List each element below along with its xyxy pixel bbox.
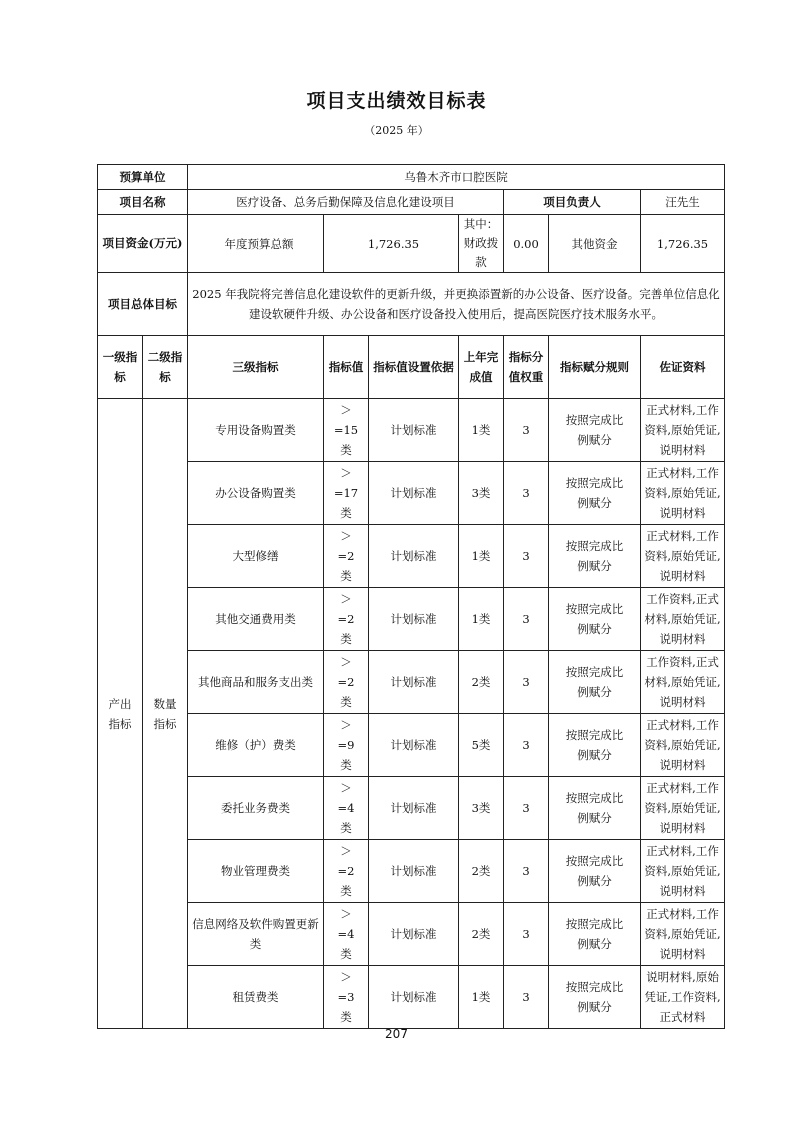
fiscal-allocation-value: 0.00 [504,215,549,273]
indicator-weight: 3 [504,714,549,777]
indicator-weight: 3 [504,651,549,714]
level1-indicator: 产出指标 [98,399,143,1029]
last-year-value: 2类 [459,903,504,966]
last-year-value: 1类 [459,399,504,462]
indicator-name: 租赁费类 [188,966,324,1029]
col-level1-header: 一级指标 [98,336,143,399]
indicator-basis: 计划标准 [369,651,459,714]
last-year-value: 3类 [459,777,504,840]
indicator-value: ＞=2类 [324,651,369,714]
indicator-value: ＞=2类 [324,525,369,588]
evidence-materials: 说明材料,原始凭证,工作资料,正式材料 [641,966,725,1029]
indicator-name: 委托业务费类 [188,777,324,840]
last-year-value: 2类 [459,840,504,903]
col-basis-header: 指标值设置依据 [369,336,459,399]
indicator-basis: 计划标准 [369,840,459,903]
project-leader-value: 汪先生 [641,190,725,215]
col-level2-header: 二级指标 [143,336,188,399]
project-name-label: 项目名称 [98,190,188,215]
table-row [98,399,725,462]
table-row [98,840,725,903]
evidence-materials: 工作资料,正式材料,原始凭证,说明材料 [641,651,725,714]
performance-target-table [97,164,725,1029]
indicator-name: 专用设备购置类 [188,399,324,462]
evidence-materials: 正式材料,工作资料,原始凭证,说明材料 [641,777,725,840]
indicator-value: ＞=15类 [324,399,369,462]
evidence-materials: 工作资料,正式材料,原始凭证,说明材料 [641,588,725,651]
overall-goal-text: 2025 年我院将完善信息化建设软件的更新升级，并更换添置新的办公设备、医疗设备。完善单位信息化建设软硬件升级、办公设备和医疗设备投入使用后，提高医院医疗技术服务水平。 [188,273,725,336]
indicator-basis: 计划标准 [369,903,459,966]
indicator-weight: 3 [504,966,549,1029]
project-name-value: 医疗设备、总务后勤保障及信息化建设项目 [188,190,504,215]
indicator-weight: 3 [504,903,549,966]
annual-total-label: 年度预算总额 [188,215,324,273]
last-year-value: 1类 [459,588,504,651]
indicator-name: 其他商品和服务支出类 [188,651,324,714]
level2-indicator: 数量指标 [143,399,188,1029]
scoring-rule: 按照完成比例赋分 [549,399,641,462]
scoring-rule: 按照完成比例赋分 [549,462,641,525]
last-year-value: 1类 [459,966,504,1029]
col-weight-header: 指标分值权重 [504,336,549,399]
table-row [98,651,725,714]
scoring-rule: 按照完成比例赋分 [549,714,641,777]
indicator-basis: 计划标准 [369,462,459,525]
col-evidence-header: 佐证资料 [641,336,725,399]
evidence-materials: 正式材料,工作资料,原始凭证,说明材料 [641,462,725,525]
indicator-name: 维修（护）费类 [188,714,324,777]
project-funds-label: 项目资金(万元) [98,215,188,273]
indicator-basis: 计划标准 [369,714,459,777]
indicator-value: ＞=2类 [324,840,369,903]
indicator-basis: 计划标准 [369,777,459,840]
scoring-rule: 按照完成比例赋分 [549,588,641,651]
indicator-value: ＞=9类 [324,714,369,777]
evidence-materials: 正式材料,工作资料,原始凭证,说明材料 [641,525,725,588]
indicator-name: 办公设备购置类 [188,462,324,525]
col-value-header: 指标值 [324,336,369,399]
last-year-value: 3类 [459,462,504,525]
indicator-weight: 3 [504,777,549,840]
indicator-value: ＞=3类 [324,966,369,1029]
indicator-name: 其他交通费用类 [188,588,324,651]
scoring-rule: 按照完成比例赋分 [549,840,641,903]
table-row [98,903,725,966]
scoring-rule: 按照完成比例赋分 [549,651,641,714]
indicator-weight: 3 [504,399,549,462]
scoring-rule: 按照完成比例赋分 [549,903,641,966]
page-number: 207 [385,1027,408,1041]
evidence-materials: 正式材料,工作资料,原始凭证,说明材料 [641,714,725,777]
last-year-value: 1类 [459,525,504,588]
table-row [98,462,725,525]
indicator-value: ＞=4类 [324,903,369,966]
indicator-value: ＞=17类 [324,462,369,525]
other-funds-label: 其他资金 [549,215,641,273]
budget-unit-label: 预算单位 [98,165,188,190]
indicator-weight: 3 [504,840,549,903]
table-row [98,714,725,777]
annual-total-value: 1,726.35 [324,215,459,273]
scoring-rule: 按照完成比例赋分 [549,525,641,588]
indicator-basis: 计划标准 [369,525,459,588]
evidence-materials: 正式材料,工作资料,原始凭证,说明材料 [641,840,725,903]
indicator-basis: 计划标准 [369,588,459,651]
fiscal-allocation-label: 其中：财政拨款 [459,215,504,273]
indicator-name: 物业管理费类 [188,840,324,903]
table-row [98,525,725,588]
other-funds-value: 1,726.35 [641,215,725,273]
project-leader-label: 项目负责人 [504,190,641,215]
document-year: （2025 年） [364,124,429,137]
col-last-year-header: 上年完成值 [459,336,504,399]
evidence-materials: 正式材料,工作资料,原始凭证,说明材料 [641,399,725,462]
col-rule-header: 指标赋分规则 [549,336,641,399]
indicator-value: ＞=2类 [324,588,369,651]
indicator-weight: 3 [504,588,549,651]
document-title: 项目支出绩效目标表 [306,90,487,112]
indicator-basis: 计划标准 [369,966,459,1029]
evidence-materials: 正式材料,工作资料,原始凭证,说明材料 [641,903,725,966]
table-row [98,966,725,1029]
indicator-name: 信息网络及软件购置更新类 [188,903,324,966]
scoring-rule: 按照完成比例赋分 [549,966,641,1029]
scoring-rule: 按照完成比例赋分 [549,777,641,840]
indicator-value: ＞=4类 [324,777,369,840]
indicator-weight: 3 [504,525,549,588]
table-row [98,588,725,651]
overall-goal-label: 项目总体目标 [98,273,188,336]
budget-unit-value: 乌鲁木齐市口腔医院 [188,165,725,190]
col-level3-header: 三级指标 [188,336,324,399]
indicator-name: 大型修缮 [188,525,324,588]
last-year-value: 5类 [459,714,504,777]
last-year-value: 2类 [459,651,504,714]
table-row [98,777,725,840]
indicator-basis: 计划标准 [369,399,459,462]
indicator-weight: 3 [504,462,549,525]
